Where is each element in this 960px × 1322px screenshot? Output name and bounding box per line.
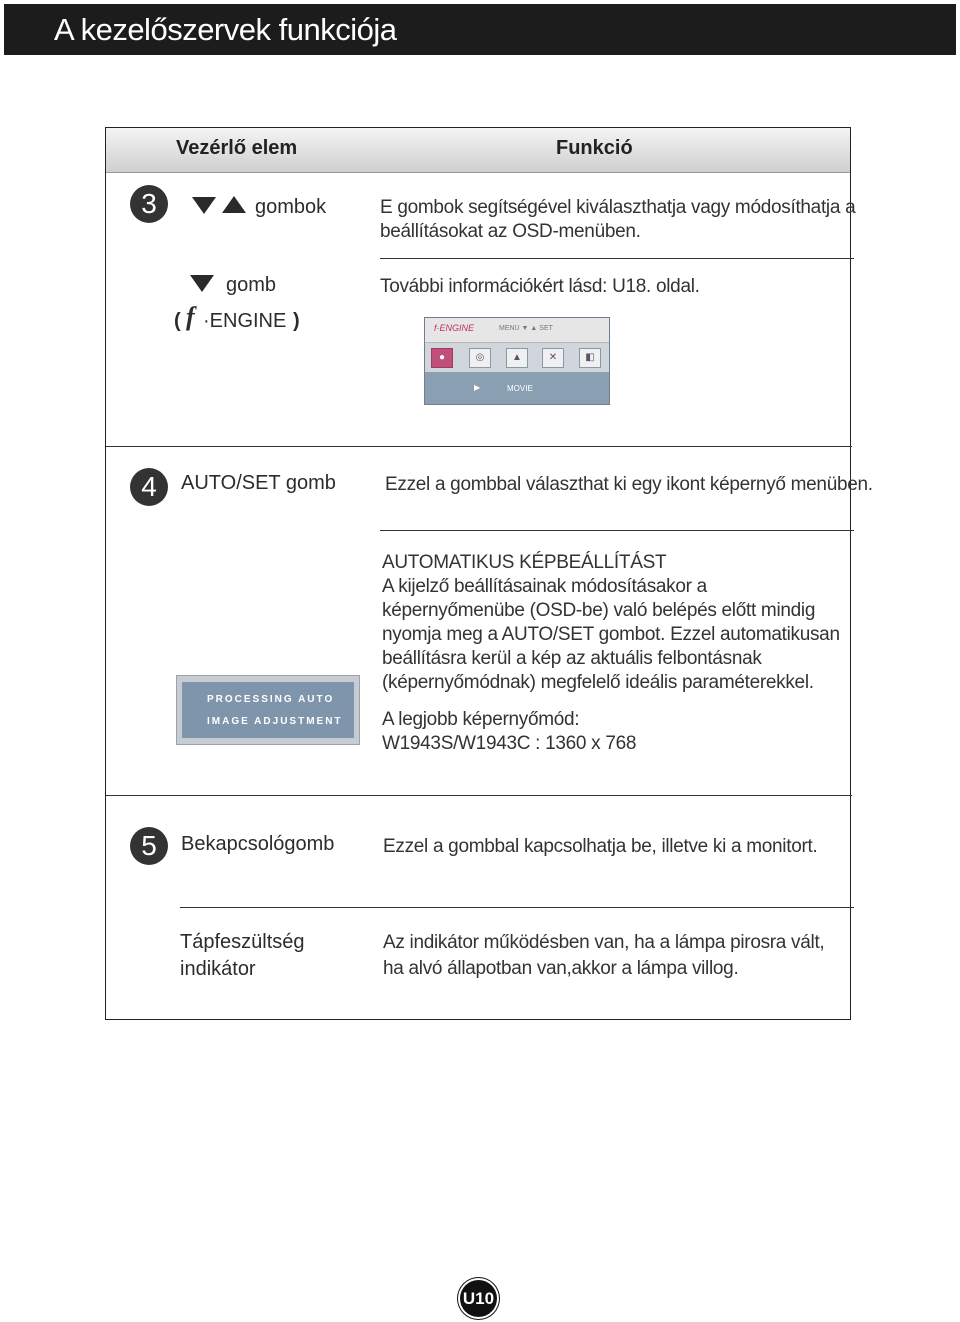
row6-desc-line1: Az indikátor működésben van, ha a lámpa pirosra vált, (383, 932, 825, 953)
row3-sub-paren-close: ) (293, 310, 300, 332)
row6-label-line1: Tápfeszültség (180, 931, 305, 953)
row5-number-badge: 5 (130, 827, 168, 865)
osd-brand: f·ENGINE (434, 323, 475, 333)
processing-box (182, 682, 354, 738)
auto-line-3: nyomja meg a AUTO/SET gombot. Ezzel automatikusan (382, 624, 840, 645)
row3-sub-label2: ·ENGINE (203, 310, 287, 332)
down-arrow-icon (192, 197, 216, 214)
movie-mode-icon: ● (431, 348, 453, 368)
row3-number-badge: 3 (130, 185, 168, 223)
auto-line-4: beállításra kerül a kép az aktuális felbontásnak (382, 648, 762, 669)
row3-sub-label: gomb (226, 274, 277, 296)
exit-icon: ✕ (542, 348, 564, 368)
row3-sub-desc: További információkért lásd: U18. oldal. (380, 276, 700, 297)
auto-line-5: (képernyőmódnak) megfelelő ideális paraméterekkel. (382, 672, 814, 693)
row3-divider (380, 258, 854, 259)
page-number-badge: U10 (460, 1280, 497, 1317)
best-mode-label: A legjobb képernyőmód: (382, 709, 580, 730)
page-title: A kezelőszervek funkciója (54, 12, 397, 47)
row4-label: AUTO/SET gomb (181, 472, 336, 494)
row-divider (106, 446, 852, 447)
osd-top-bar (425, 318, 609, 343)
photo-mode-icon: ▲ (506, 348, 528, 368)
row4-divider (380, 530, 854, 531)
row3-desc-line1: E gombok segítségével kiválaszthatja vagy módosíthatja a (380, 197, 856, 218)
header-control-element: Vezérlő elem (176, 137, 298, 159)
processing-line1: PROCESSING AUTO (207, 694, 335, 705)
osd-menu-screenshot (424, 317, 610, 405)
row-divider (106, 795, 852, 796)
osd-icon-row (425, 343, 609, 372)
title-bar (4, 4, 956, 55)
down-arrow-icon (190, 275, 214, 292)
row3-label: gombok (255, 196, 327, 218)
row5-divider (180, 907, 854, 908)
auto-line-2: képernyőmenübe (OSD-be) való belépés előtt mindig (382, 600, 816, 621)
row3-desc-line2: beállításokat az OSD-menüben. (380, 221, 641, 242)
auto-line-1: A kijelző beállításainak módosításakor a (382, 576, 707, 597)
header-function: Funkció (556, 137, 633, 159)
internet-mode-icon: ◎ (469, 348, 491, 368)
row5-desc: Ezzel a gombbal kapcsolhatja be, illetve ki a monitort. (383, 836, 818, 857)
table-header (106, 128, 850, 173)
normal-mode-icon: ◧ (579, 348, 601, 368)
row4-desc: Ezzel a gombbal választhat ki egy ikont képernyő menüben. (385, 474, 873, 495)
osd-bottom-bar (425, 372, 609, 404)
row4-number-badge: 4 (130, 468, 168, 506)
auto-title: AUTOMATIKUS KÉPBEÁLLÍTÁST (382, 552, 667, 573)
f-engine-icon: f (186, 302, 195, 331)
best-mode-value: W1943S/W1943C : 1360 x 768 (382, 733, 637, 754)
row6-desc-line2: ha alvó állapotban van,akkor a lámpa villog. (383, 958, 739, 979)
row3-sub-paren-open: ( (174, 310, 181, 332)
up-arrow-icon (222, 196, 246, 213)
osd-nav-hint: MENU ▼ ▲ SET (499, 325, 553, 332)
processing-line2: IMAGE ADJUSTMENT (207, 716, 343, 727)
play-arrow-icon: ▶ (474, 383, 481, 392)
row5-label: Bekapcsológomb (181, 833, 335, 855)
osd-mode-label: MOVIE (507, 384, 533, 393)
processing-auto-screenshot (176, 675, 360, 745)
row6-label-line2: indikátor (180, 958, 256, 980)
